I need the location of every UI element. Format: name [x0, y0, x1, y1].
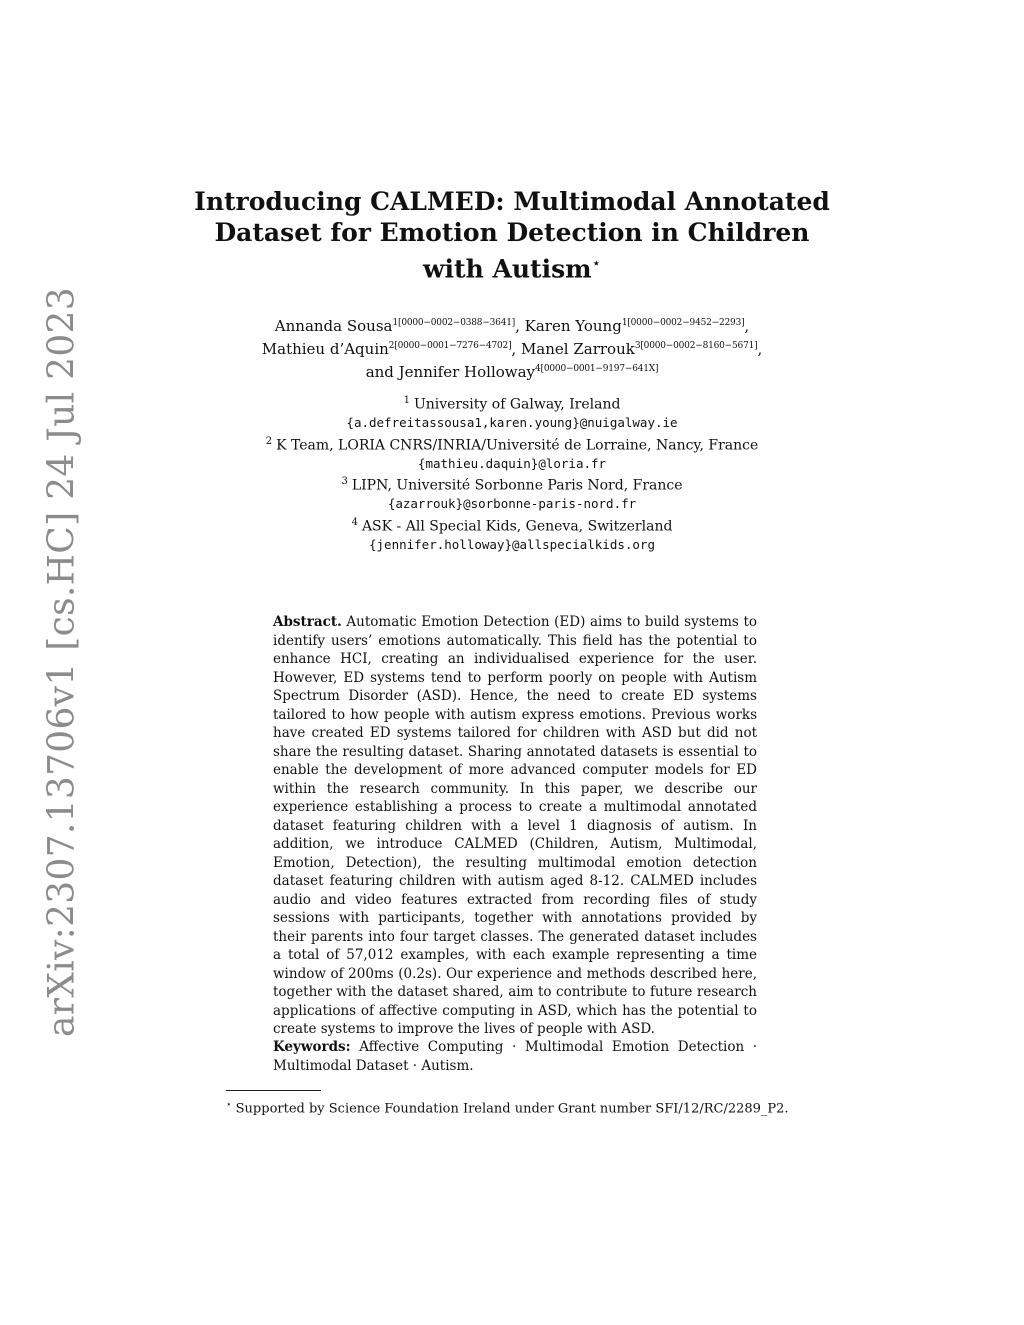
author-orcid: 1[0000−0002−9452−2293] — [621, 318, 745, 328]
affiliation-email: {jennifer.holloway}@allspecialkids.org — [369, 537, 655, 553]
author-name: Annanda Sousa — [274, 317, 393, 335]
author-name: Mathieu d’Aquin — [261, 340, 389, 358]
affiliation-email: {a.defreitassousa1,karen.young}@nuigalway.ie — [346, 415, 678, 431]
affiliation-list — [170, 392, 854, 555]
author-orcid: 3[0000−0002−8160−5671] — [634, 341, 758, 351]
keywords-label: Keywords: — [273, 1039, 351, 1055]
author-name: and Jennifer Holloway — [365, 363, 536, 381]
footnote-mark: ⋆ — [226, 1100, 232, 1110]
footnote-text: Supported by Science Foundation Ireland under Grant number SFI/12/RC/2289_P2. — [235, 1101, 789, 1117]
affiliation: $^1$ University of Galway, Ireland — [403, 395, 621, 413]
author-orcid: 2[0000−0001−7276−4702] — [388, 341, 512, 351]
footnote — [226, 1097, 826, 1117]
keywords-text: Affective Computing · Multimodal Emotion Detection · Multimodal Dataset · Autism. — [273, 1039, 758, 1074]
affiliation-email: {azarrouk}@sorbonne-paris-nord.fr — [387, 496, 637, 512]
affiliation: $^3$ LIPN, Université Sorbonne Paris Nord, France — [341, 476, 683, 494]
affiliation: $^2$ K Team, LORIA CNRS/INRIA/Université de Lorraine, Nancy, France — [265, 435, 759, 454]
affiliation-email: {mathieu.daquin}@loria.fr — [417, 455, 607, 471]
arxiv-identifier: arXiv:2307.13706v1 [cs.HC] 24 Jul 2023 — [41, 287, 83, 1037]
keywords — [273, 1038, 757, 1075]
affiliation: $^4$ ASK - All Special Kids, Geneva, Switzerland — [351, 516, 673, 535]
author-orcid: 4[0000−0001−9197−641X] — [535, 364, 659, 374]
title-footnote-mark: ⋆ — [591, 254, 601, 272]
paper-title — [180, 186, 844, 284]
author-orcid: 1[0000−0002−0388−3641] — [392, 318, 516, 328]
author-list: Annanda Sousa$^{1[0000-0002-0388-3641]}$, Karen Young$^{1[0000-0002-9452-2293]}$, Mathieu d’Aquin$^{2[0000-0001-7276-4702]}$, Manel Zarrouk$^{3[0000-0002-8160-5671]}$, and Jennifer Holloway$^{4[0000-0001-9197-641X]}$ — [261, 317, 763, 381]
author-name: Manel Zarrouk — [520, 340, 635, 358]
abstract-text: Automatic Emotion Detection (ED) aims to build systems to identify users’ emotions automatically. This field has the potential to enhance HCI, creating an individualised experience for the user. However, ED systems tend to perform poorly on people with Autism Spectrum Disorder (ASD). Hence, the need to create ED systems tailored to how people with autism express emotions. Previous works have created ED systems tailored for children with ASD but did not share the resulting dataset. Sharing annotated datasets is essential to enable the development of more advanced computer models for ED within the research community. In this paper, we describe our experience establishing a process to create a multimodal annotated dataset featuring children with a level 1 diagnosis of autism. In addition, we introduce CALMED (Children, Autism, Multimodal, Emotion, Detection), the resulting multimodal emotion detection dataset featuring children with autism aged 8-12. CALMED includes audio and video features extracted from recording files of study sessions with participants, together with annotations provided by their parents into four target classes. The generated dataset includes a total of 57,012 examples, with each example representing a time window of 200ms (0.2s). Our experience and methods described here, together with the dataset shared, aim to contribute to future research applications of affective computing in ASD, which has the potential to create systems to improve the lives of people with ASD. — [273, 614, 757, 1037]
title-text: Introducing CALMED: Multimodal Annotated Dataset for Emotion Detection in Children with Autism — [194, 187, 830, 284]
abstract — [273, 613, 757, 1039]
footnote-divider — [226, 1090, 321, 1091]
author-name: Karen Young — [524, 317, 622, 335]
abstract-label: Abstract. — [273, 614, 342, 630]
